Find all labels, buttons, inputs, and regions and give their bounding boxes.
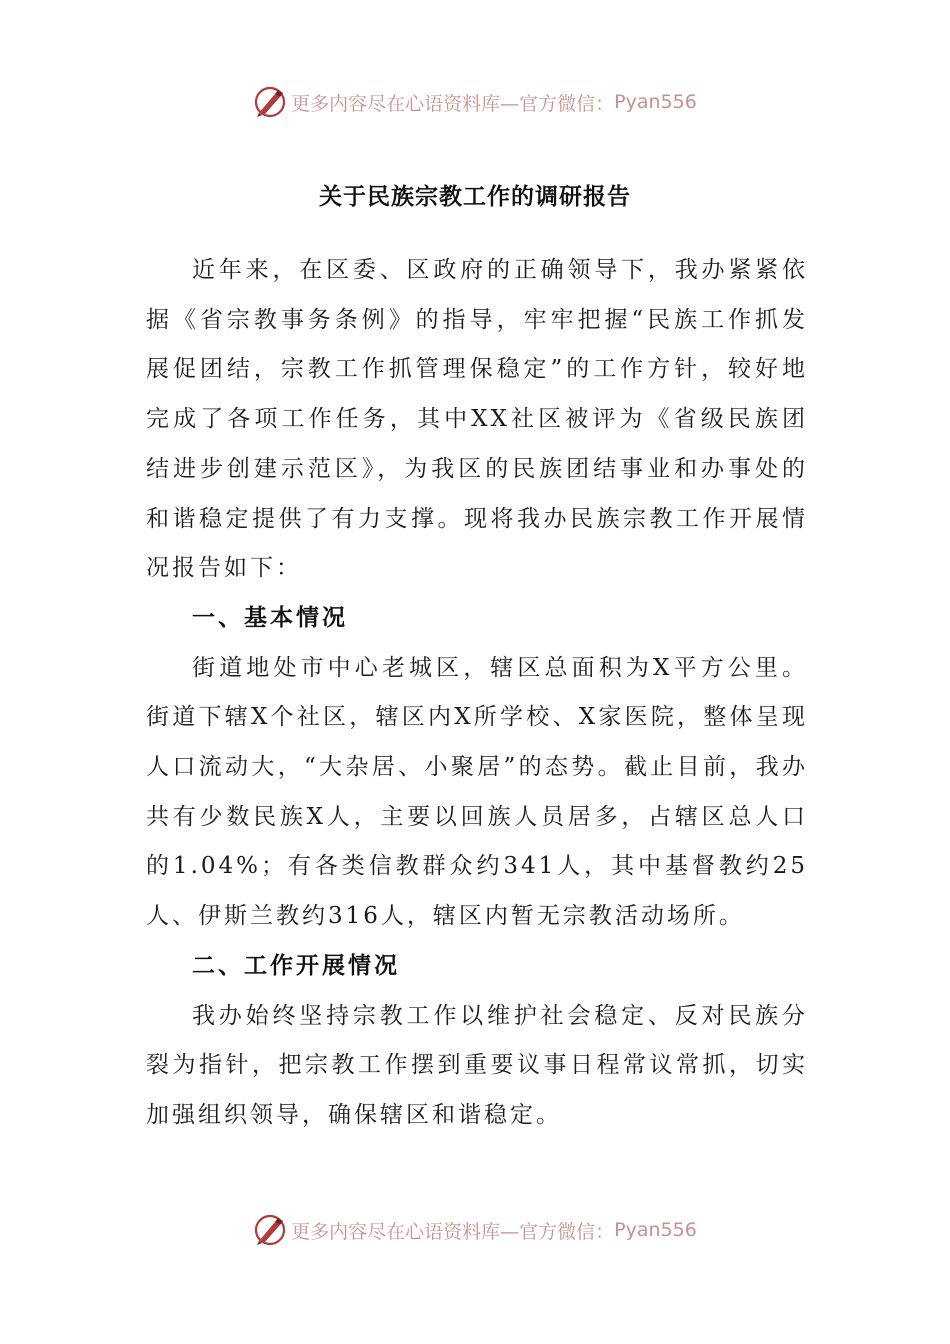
work-progress-paragraph: 我办始终坚持宗教工作以维护社会稳定、反对民族分裂为指针，把宗教工作摆到重要议事日程常议常抓，切实加强组织领导，确保辖区和谐稳定。 xyxy=(146,1002,808,1128)
pen-circle-logo-icon xyxy=(253,85,287,119)
banner-text: 更多内容尽在心语资料库—官方微信： xyxy=(291,92,615,115)
banner-text: 更多内容尽在心语资料库—官方微信： xyxy=(291,1220,615,1243)
footer-watermark-banner xyxy=(0,1210,950,1250)
banner-wechat-id: Pyan556 xyxy=(614,1219,697,1241)
banner-wechat-id: Pyan556 xyxy=(614,91,697,113)
intro-paragraph: 近年来，在区委、区政府的正确领导下，我办紧紧依据《省宗教事务条例》的指导，牢牢把握“民族工作抓发展促团结，宗教工作抓管理保稳定”的工作方针，较好地完成了各项工作任务，其中XX社区被评为《省级民族团结进步创建示范区》，为我区的民族团结事业和办事处的和谐稳定提供了有力支撑。现将我办民族宗教工作开展情况报告如下： xyxy=(146,257,808,582)
basic-situation-paragraph: 街道地处市中心老城区，辖区总面积为X平方公里。街道下辖X个社区，辖区内X所学校、X家医院，整体呈现人口流动大，“大杂居、小聚居”的态势。截止目前，我办共有少数民族X人，主要以回族人员居多，占辖区总人口的1.04%；有各类信教群众约341人，其中基督教约25人、伊斯兰教约316人，辖区内暂无宗教活动场所。 xyxy=(146,654,808,930)
section-heading-work-progress: 二、工作开展情况 xyxy=(192,952,400,979)
section-heading-basic-situation: 一、基本情况 xyxy=(192,604,348,631)
pen-circle-logo-icon xyxy=(253,1213,287,1247)
document-body xyxy=(146,246,808,1141)
header-watermark-banner xyxy=(0,82,950,122)
document-title: 关于民族宗教工作的调研报告 xyxy=(319,184,631,210)
